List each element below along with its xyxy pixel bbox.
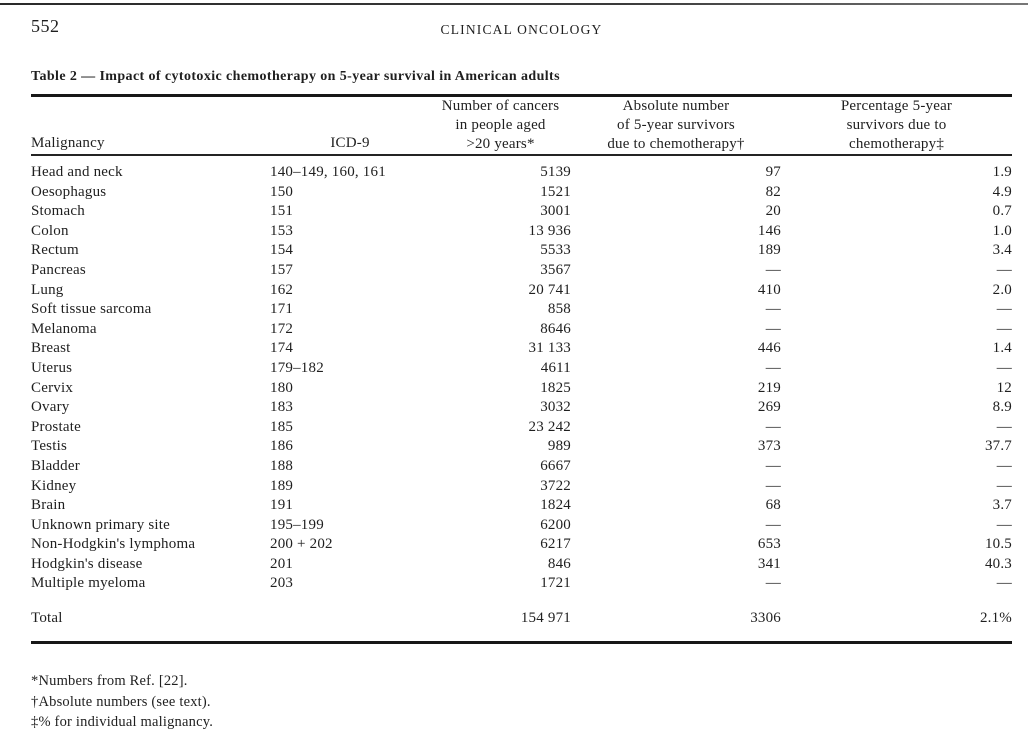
survivors-cell: 97 xyxy=(765,164,781,180)
col-header-icd9: ICD-9 xyxy=(270,96,430,156)
cancer-count-cell: 6200 xyxy=(540,516,571,533)
cancer-count-cell: 8646 xyxy=(540,320,571,337)
icd9-cell: 162 xyxy=(270,281,294,298)
table-row xyxy=(31,535,1012,555)
table-row xyxy=(31,574,1012,594)
malignancy-cell: Melanoma xyxy=(31,320,97,337)
icd9-cell: 154 xyxy=(270,242,294,259)
percentage-cell: 1.4 xyxy=(992,340,1012,357)
table-row xyxy=(31,437,1012,457)
cancer-count-cell: 6217 xyxy=(540,536,571,553)
footnotes-block xyxy=(31,671,213,733)
table-row xyxy=(31,555,1012,575)
survivors-cell: — xyxy=(765,457,781,474)
icd9-cell: 186 xyxy=(270,438,294,455)
icd9-cell: 191 xyxy=(270,497,294,514)
malignancy-cell: Colon xyxy=(31,222,69,239)
malignancy-cell: Uterus xyxy=(31,359,73,376)
survival-table xyxy=(31,94,1012,644)
icd9-cell: 195–199 xyxy=(270,516,324,533)
cancer-count-cell: 858 xyxy=(547,301,571,318)
percentage-cell: 4.9 xyxy=(992,183,1012,200)
percentage-cell: — xyxy=(996,359,1012,376)
percentage-cell: 3.7 xyxy=(992,497,1012,514)
survivors-cell: — xyxy=(765,359,781,376)
cancer-count-cell: 989 xyxy=(547,438,571,455)
percentage-cell: 0.7 xyxy=(992,203,1012,220)
cancer-count-cell: 3722 xyxy=(540,477,571,494)
page-number: 552 xyxy=(31,16,60,36)
cancer-count-cell: 3001 xyxy=(540,203,571,220)
icd9-cell: 200 + 202 xyxy=(270,536,333,553)
journal-running-head: CLINICAL ONCOLOGY xyxy=(440,22,603,37)
footnote-numbers-source: *Numbers from Ref. [22]. xyxy=(31,673,188,689)
percentage-cell: 1.0 xyxy=(992,222,1012,239)
table-row xyxy=(31,241,1012,261)
cancer-count-cell: 846 xyxy=(547,555,571,572)
malignancy-cell: Cervix xyxy=(31,379,74,396)
icd9-cell: 140–149, 160, 161 xyxy=(270,164,386,180)
icd9-cell: 189 xyxy=(270,477,294,494)
cancer-count-cell: 1825 xyxy=(540,379,571,396)
survivors-cell: 68 xyxy=(765,497,781,514)
percentage-cell: 12 xyxy=(996,379,1012,396)
cancer-count-cell: 13 936 xyxy=(528,222,571,239)
percentage-cell: 8.9 xyxy=(992,399,1012,416)
col-header-cancer-count: Number of cancers in people aged >20 years* xyxy=(430,96,571,156)
percentage-cell: — xyxy=(996,261,1012,278)
cancer-count-cell: 1521 xyxy=(540,183,571,200)
col-header-malignancy: Malignancy xyxy=(31,96,270,156)
survivors-cell: — xyxy=(765,261,781,278)
cancer-count-cell: 3567 xyxy=(540,261,571,278)
malignancy-cell: Total xyxy=(31,594,270,642)
cancer-count-cell: 20 741 xyxy=(528,281,571,298)
footnote-absolute-numbers: †Absolute numbers (see text). xyxy=(31,693,211,710)
icd9-cell: 172 xyxy=(270,320,294,337)
icd9-cell xyxy=(270,594,430,642)
cancer-count-cell: 1721 xyxy=(540,575,571,592)
percentage-cell: 40.3 xyxy=(984,555,1012,572)
percentage-cell: 1.9 xyxy=(992,164,1012,180)
malignancy-cell: Lung xyxy=(31,281,64,298)
table-container xyxy=(31,94,1012,644)
percentage-cell: — xyxy=(996,320,1012,337)
percentage-cell: 2.0 xyxy=(992,281,1012,298)
malignancy-cell: Soft tissue sarcoma xyxy=(31,301,152,318)
malignancy-cell: Hodgkin's disease xyxy=(31,555,143,572)
survivors-cell: 373 xyxy=(757,438,781,455)
malignancy-cell: Kidney xyxy=(31,477,77,494)
survivors-cell: — xyxy=(765,301,781,318)
malignancy-cell: Multiple myeloma xyxy=(31,575,146,592)
cancer-count-cell: 1824 xyxy=(540,497,571,514)
malignancy-cell: Prostate xyxy=(31,418,81,435)
cancer-count-cell: 4611 xyxy=(540,359,571,376)
col-header-survivors: Absolute number of 5-year survivors due to chemotherapy† xyxy=(571,96,781,156)
table-header xyxy=(31,96,1012,156)
survivors-cell: 146 xyxy=(757,222,781,239)
percentage-cell: — xyxy=(996,477,1012,494)
table-row xyxy=(31,379,1012,399)
malignancy-cell: Ovary xyxy=(31,399,70,416)
icd9-cell: 203 xyxy=(270,575,294,592)
malignancy-cell: Non-Hodgkin's lymphoma xyxy=(31,536,196,553)
survivors-cell: 653 xyxy=(757,536,781,553)
icd9-cell: 157 xyxy=(270,261,294,278)
scan-edge-line xyxy=(0,3,1028,5)
table-row xyxy=(31,398,1012,418)
percentage-cell: 37.7 xyxy=(984,438,1012,455)
malignancy-cell: Brain xyxy=(31,497,66,514)
malignancy-cell: Unknown primary site xyxy=(31,516,170,533)
table-row xyxy=(31,418,1012,438)
survivors-cell: 269 xyxy=(757,399,781,416)
icd9-cell: 183 xyxy=(270,399,294,416)
survivors-cell: — xyxy=(765,516,781,533)
percentage-cell: — xyxy=(996,516,1012,533)
percentage-cell: 3.4 xyxy=(992,242,1012,259)
icd9-cell: 171 xyxy=(270,301,294,318)
icd9-cell: 188 xyxy=(270,457,294,474)
malignancy-cell: Stomach xyxy=(31,203,85,220)
table-body xyxy=(31,155,1012,594)
malignancy-cell: Bladder xyxy=(31,457,80,474)
malignancy-cell: Testis xyxy=(31,438,67,455)
percentage-cell: — xyxy=(996,301,1012,318)
percentage-cell: — xyxy=(996,418,1012,435)
survivors-cell: 446 xyxy=(757,340,781,357)
icd9-cell: 179–182 xyxy=(270,359,324,376)
total-row xyxy=(31,594,1012,642)
table-caption: Table 2 — Impact of cytotoxic chemotherapy on 5-year survival in American adults xyxy=(31,69,560,84)
table-row xyxy=(31,516,1012,536)
table-row xyxy=(31,339,1012,359)
table-row xyxy=(31,183,1012,203)
cancer-count-cell: 31 133 xyxy=(528,340,571,357)
table-total-row xyxy=(31,594,1012,642)
icd9-cell: 150 xyxy=(270,183,294,200)
malignancy-cell: Rectum xyxy=(31,242,79,259)
malignancy-cell: Breast xyxy=(31,340,71,357)
survivors-cell: 82 xyxy=(765,183,781,200)
table-row xyxy=(31,281,1012,301)
table-row xyxy=(31,320,1012,340)
percentage-cell: 2.1% xyxy=(781,594,1012,642)
survivors-cell: 3306 xyxy=(571,594,781,642)
percentage-cell: — xyxy=(996,575,1012,592)
icd9-cell: 174 xyxy=(270,340,294,357)
table-row xyxy=(31,261,1012,281)
survivors-cell: — xyxy=(765,477,781,494)
table-row xyxy=(31,457,1012,477)
table-row xyxy=(31,477,1012,497)
percentage-cell: 10.5 xyxy=(984,536,1012,553)
table-row xyxy=(31,300,1012,320)
col-header-percentage: Percentage 5-year survivors due to chemotherapy‡ xyxy=(781,96,1012,156)
survivors-cell: — xyxy=(765,320,781,337)
survivors-cell: 410 xyxy=(757,281,781,298)
table-row xyxy=(31,222,1012,242)
cancer-count-cell: 5533 xyxy=(540,242,571,259)
table-row xyxy=(31,155,1012,183)
survivors-cell: 20 xyxy=(765,203,781,220)
survivors-cell: 219 xyxy=(757,379,781,396)
icd9-cell: 151 xyxy=(270,203,294,220)
cancer-count-cell: 6667 xyxy=(540,457,571,474)
percentage-cell: — xyxy=(996,457,1012,474)
table-row xyxy=(31,202,1012,222)
footnote-individual-percentage: ‡% for individual malignancy. xyxy=(31,714,214,731)
survivors-cell: — xyxy=(765,418,781,435)
icd9-cell: 185 xyxy=(270,418,294,435)
icd9-cell: 153 xyxy=(270,222,294,239)
icd9-cell: 201 xyxy=(270,555,294,572)
icd9-cell: 180 xyxy=(270,379,294,396)
malignancy-cell: Oesophagus xyxy=(31,183,107,200)
cancer-count-cell: 3032 xyxy=(540,399,571,416)
survivors-cell: — xyxy=(765,575,781,592)
malignancy-cell: Head and neck xyxy=(31,164,123,180)
malignancy-cell: Pancreas xyxy=(31,261,86,278)
survivors-cell: 189 xyxy=(757,242,781,259)
cancer-count-cell: 5139 xyxy=(540,164,571,180)
table-row xyxy=(31,496,1012,516)
survivors-cell: 341 xyxy=(757,555,781,572)
cancer-count-cell: 23 242 xyxy=(528,418,571,435)
table-row xyxy=(31,359,1012,379)
cancer-count-cell: 154 971 xyxy=(430,594,571,642)
